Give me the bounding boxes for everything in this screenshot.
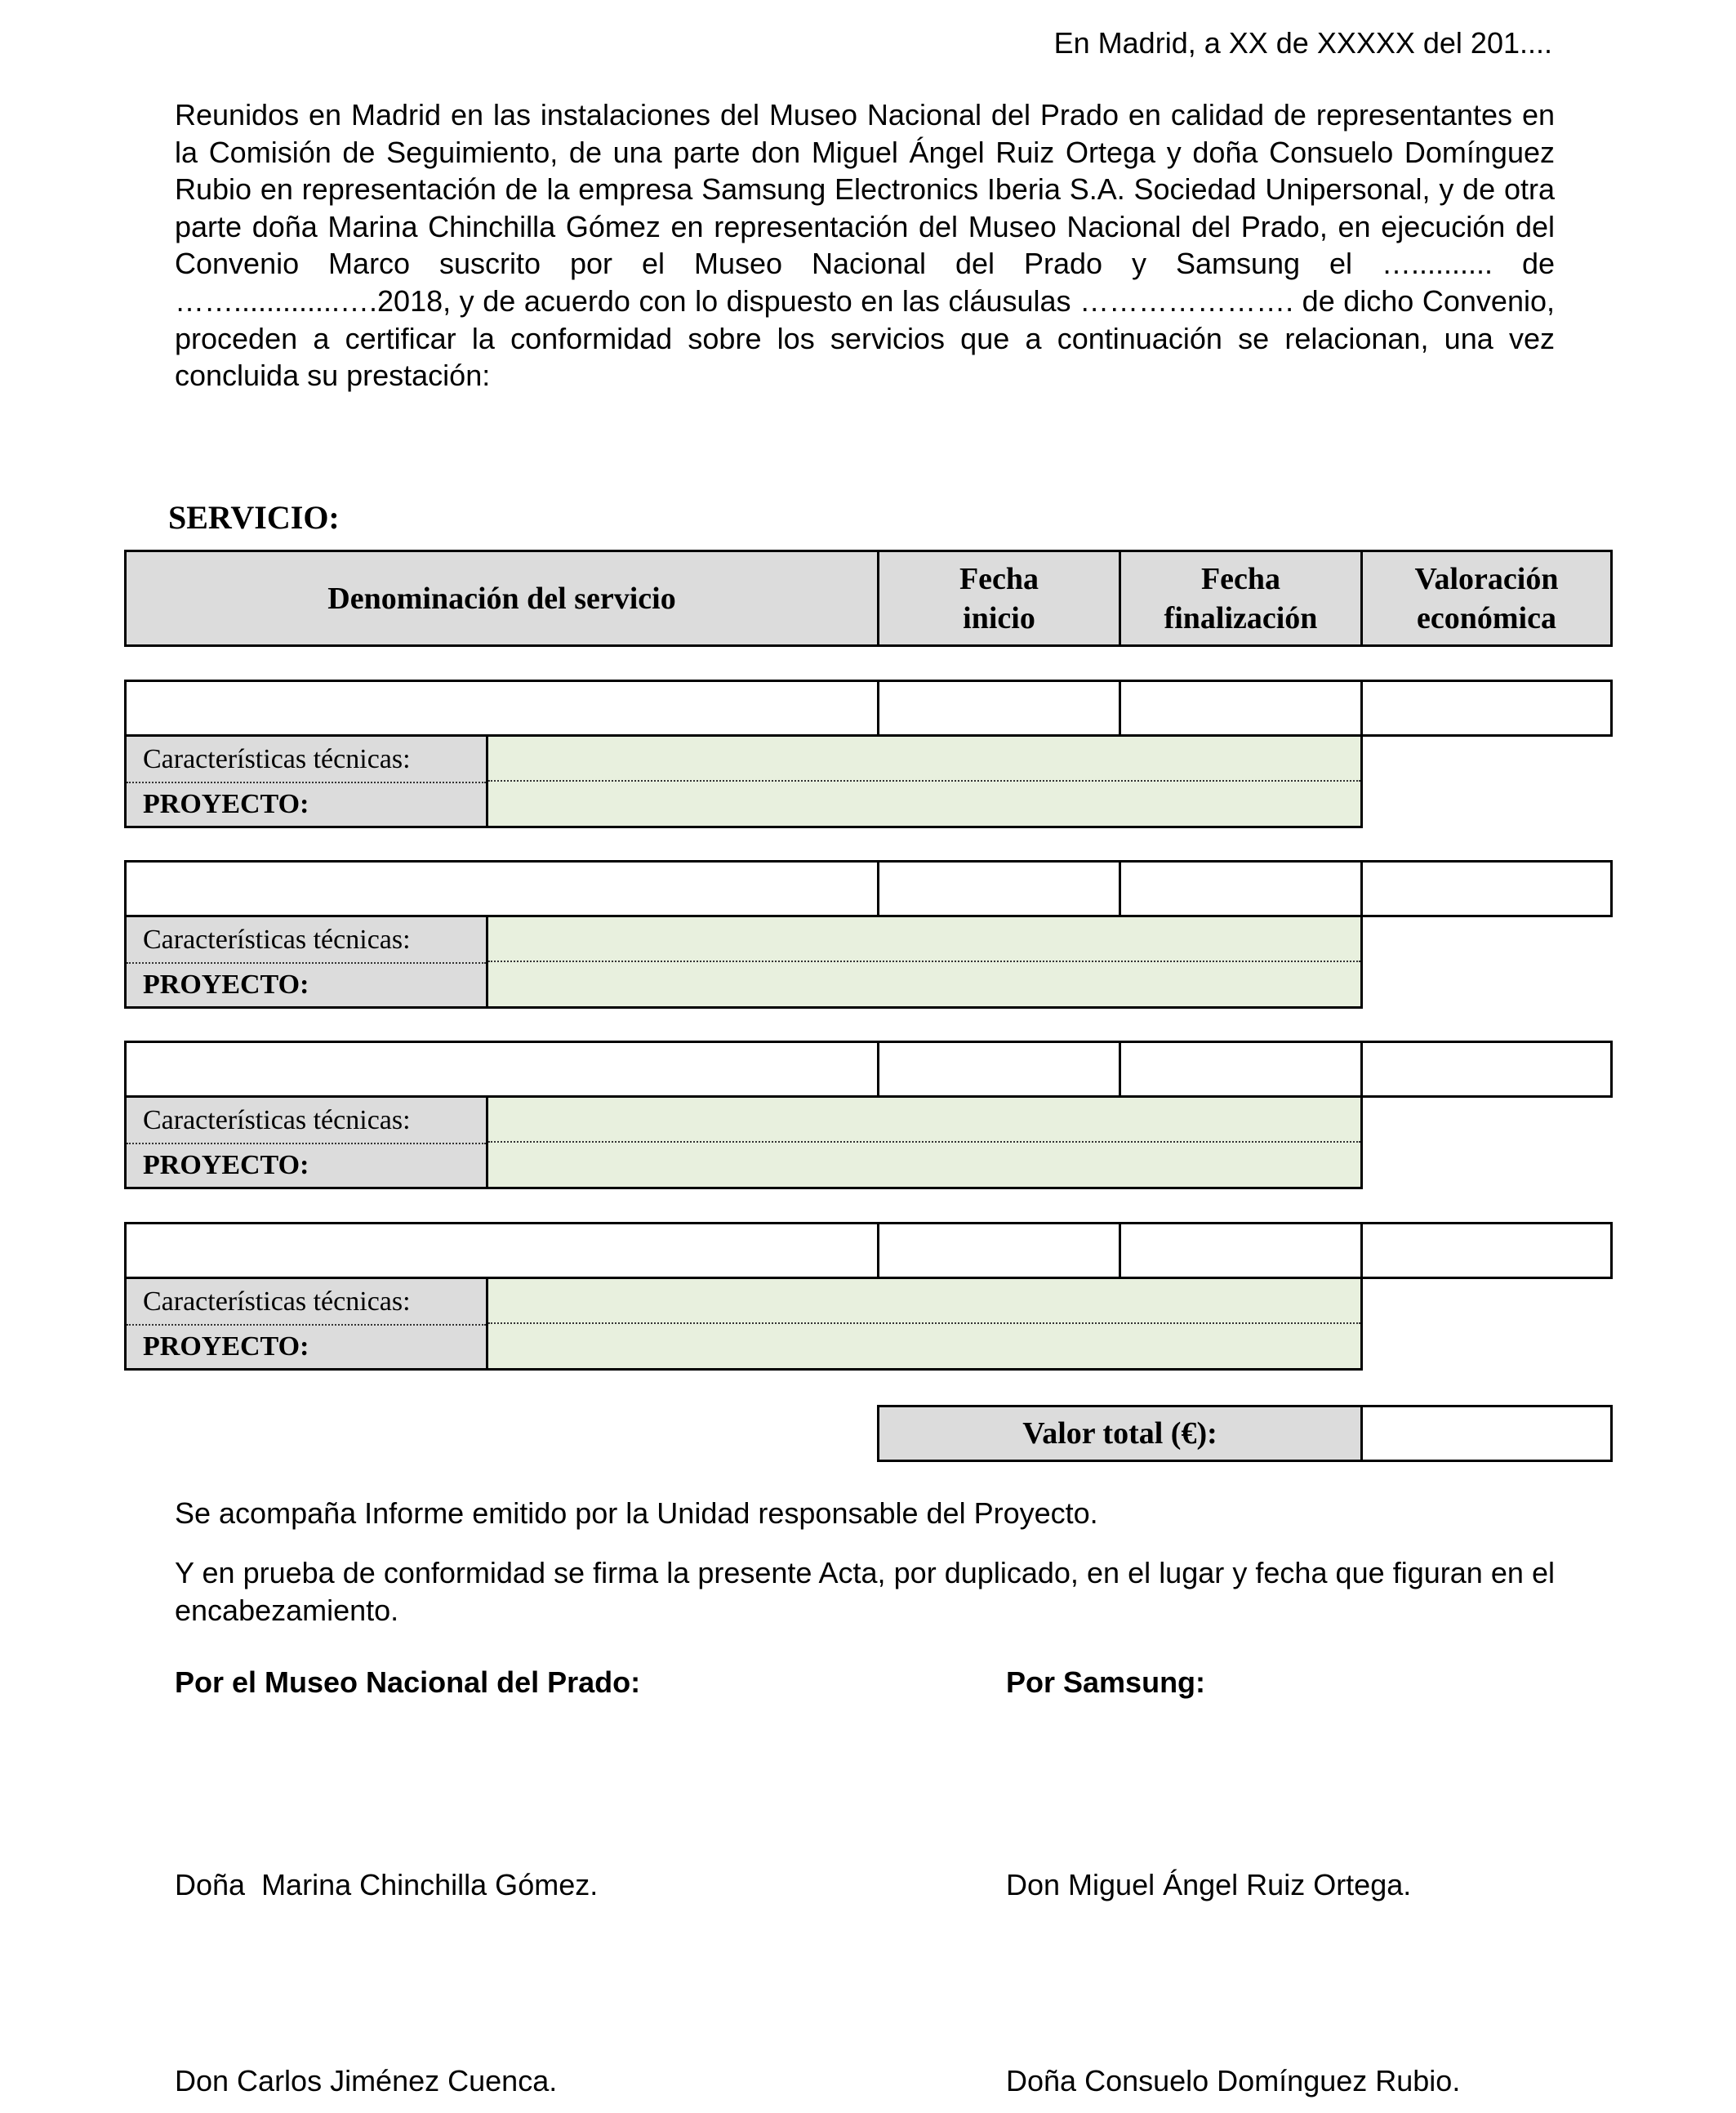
row-divider	[488, 780, 1360, 782]
project-label: PROYECTO:	[127, 782, 486, 826]
tech-label: Características técnicas:	[124, 734, 488, 828]
end-date-field[interactable]	[1119, 1041, 1363, 1098]
row-divider	[488, 1322, 1360, 1324]
conformity-statement: Y en prueba de conformidad se firma la presente Acta, por duplicado, en el lugar y fecha que figuran en el encabezamiento.	[175, 1556, 1555, 1627]
header-service-name	[124, 550, 879, 647]
project-label: PROYECTO:	[127, 1324, 486, 1368]
start-date-field[interactable]	[877, 680, 1121, 737]
economic-value-field[interactable]	[1360, 860, 1613, 917]
total-value-field[interactable]	[1360, 1405, 1613, 1462]
date-line: En Madrid, a XX de XXXXX del 201....	[1053, 26, 1552, 60]
prado-signature-heading: Por el Museo Nacional del Prado:	[175, 1665, 641, 1699]
header-start-date-line2: inicio	[963, 600, 1035, 635]
start-date-field[interactable]	[877, 1041, 1121, 1098]
project-label: PROYECTO:	[127, 1143, 486, 1187]
samsung-signatory-1: Don Miguel Ángel Ruiz Ortega.	[1006, 1868, 1412, 1901]
service-name-field[interactable]	[124, 680, 879, 737]
project-label: PROYECTO:	[127, 962, 486, 1006]
section-title: SERVICIO:	[168, 499, 340, 536]
end-date-field[interactable]	[1119, 1222, 1363, 1279]
intro-paragraph: Reunidos en Madrid en las instalaciones del Museo Nacional del Prado en calidad de representantes en la Comisión de Seguimiento, de una parte don Miguel Ángel Ruiz Ortega y doña Consuelo Domínguez Rubio en representación de la empresa Samsung Electronics Iberia S.A. Sociedad Unipersonal, y de otra parte doña Marina Chinchilla Gómez en representación del Museo Nacional del Prado, en ejecución del Convenio Marco suscrito por el Museo Nacional del Prado y Samsung el ….......... de …….............….2018, y de acuerdo con lo dispuesto en las cláusulas …………………. de dicho Convenio, proceden a certificar la conformidad sobre los servicios que a continuación se relacionan, una vez concluida su prestación:	[175, 98, 1555, 393]
service-name-field[interactable]	[124, 860, 879, 917]
row-divider	[488, 961, 1360, 962]
header-end-date-line1: Fecha	[1200, 561, 1281, 596]
header-end-date	[1119, 550, 1363, 647]
header-end-date-line2: finalización	[1164, 600, 1318, 635]
economic-value-field[interactable]	[1360, 680, 1613, 737]
tech-label: Características técnicas:	[124, 1095, 488, 1189]
prado-signatory-1: Doña Marina Chinchilla Gómez.	[175, 1868, 599, 1901]
header-economic-value	[1360, 550, 1613, 647]
samsung-signatory-2: Doña Consuelo Domínguez Rubio.	[1006, 2064, 1461, 2097]
end-date-field[interactable]	[1119, 680, 1363, 737]
start-date-field[interactable]	[877, 860, 1121, 917]
end-date-field[interactable]	[1119, 860, 1363, 917]
report-note: Se acompaña Informe emitido por la Unidad responsable del Proyecto.	[175, 1496, 1098, 1530]
prado-signatory-2: Don Carlos Jiménez Cuenca.	[175, 2064, 558, 2097]
header-service-name-text: Denominación del servicio	[327, 581, 676, 616]
tech-label: Características técnicas:	[124, 1277, 488, 1371]
header-economic-value-line2: económica	[1417, 600, 1556, 635]
economic-value-field[interactable]	[1360, 1222, 1613, 1279]
samsung-signature-heading: Por Samsung:	[1006, 1665, 1206, 1699]
row-divider	[488, 1141, 1360, 1143]
service-name-field[interactable]	[124, 1041, 879, 1098]
header-start-date	[877, 550, 1121, 647]
tech-label: Características técnicas:	[124, 915, 488, 1009]
total-value-label: Valor total (€):	[877, 1405, 1363, 1462]
service-name-field[interactable]	[124, 1222, 879, 1279]
economic-value-field[interactable]	[1360, 1041, 1613, 1098]
start-date-field[interactable]	[877, 1222, 1121, 1279]
header-economic-value-line1: Valoración	[1414, 561, 1559, 596]
header-start-date-line1: Fecha	[959, 561, 1039, 596]
